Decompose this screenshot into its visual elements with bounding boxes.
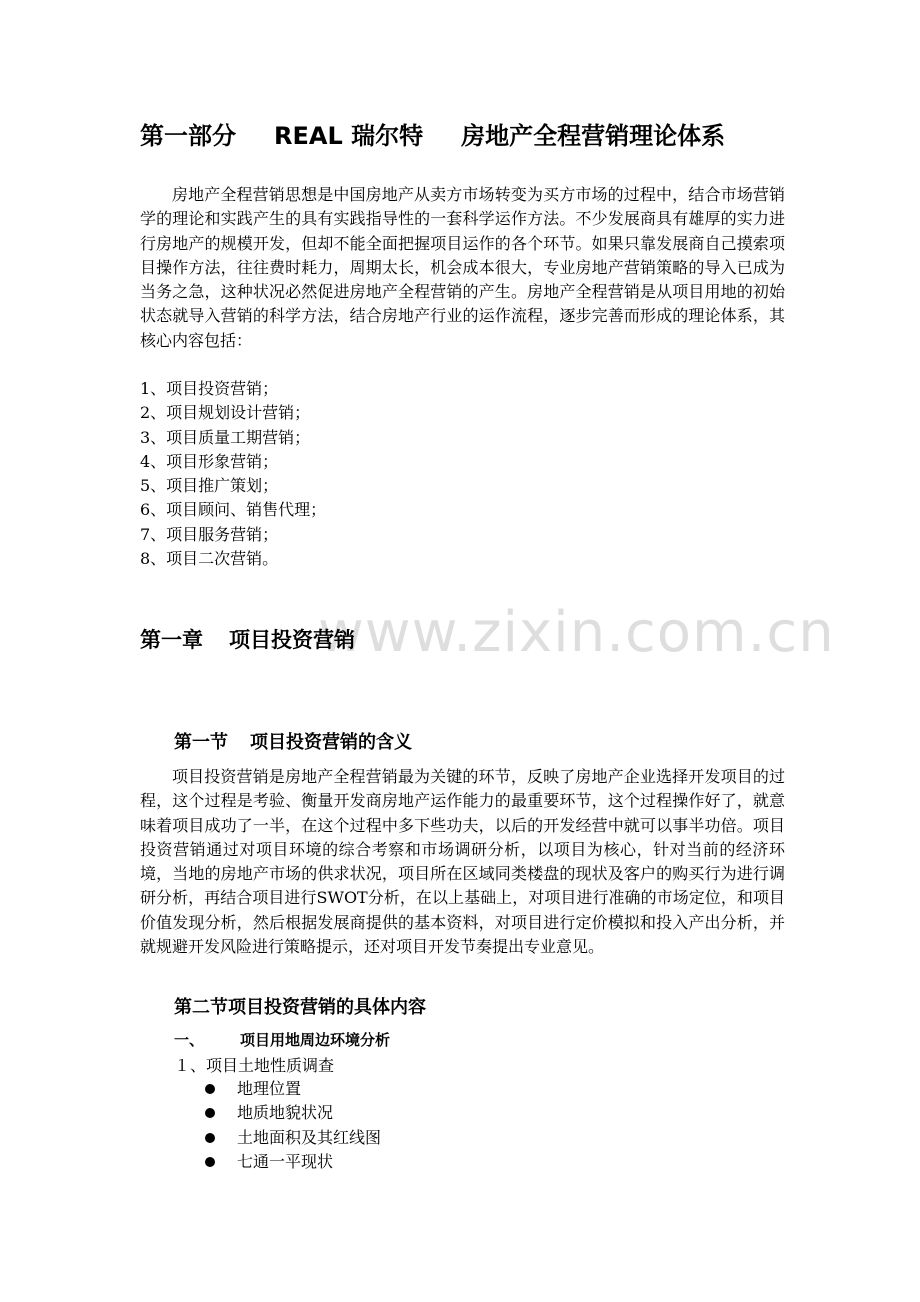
core-item: 6、项目顾问、销售代理； [140,500,327,520]
bullet-dot-icon [205,1157,215,1167]
bullet-dot-icon [205,1108,215,1118]
core-item: 4、项目形象营销； [140,451,279,471]
subsection-number: 一、 [174,1031,205,1049]
watermark: www.zixin.com.cn [318,600,835,665]
bullet-item [205,1101,381,1125]
section1-body: 项目投资营销是房地产全程营销最为关键的环节，反映了房地产企业选择开发项目的过程，这个过程是考验、衡量开发商房地产运作能力的最重要环节，这个过程操作好了，就意味着项目成功了一半，在这个过程中多下些功夫，以后的开发经营中就可以事半功倍。项目投资营销通过对项目环境的综合考察和市场调研分析，以项目为核心，针对当前的经济环境，当地的房地产市场的供求状况，项目所在区域同类楼盘的现状及客户的购买行为进行调研分析，再结合项目进行SWOT分析，在以上基础上，对项目进行准确的市场定位，和项目价值发现分析，然后根据发展商提供的基本资料，对项目进行定价模拟和投入产出分析，并就规避开发风险进行策略提示，还对项目开发节奏提出专业意见。 [140,767,785,957]
bullet-text: 地质地貌状况 [237,1103,334,1123]
part-label: 第一部分 [140,122,236,150]
core-item: 2、项目规划设计营销； [140,403,311,423]
core-item: 7、项目服务营销； [140,524,279,544]
bullet-text: 地理位置 [237,1079,302,1098]
chapter-heading [140,624,355,654]
bullet-item [205,1077,381,1101]
core-item: 8、项目二次营销。 [140,549,279,569]
core-item: 1、项目投资营销； [140,379,279,398]
bullet-text: 土地面积及其红线图 [237,1127,382,1147]
section1-heading [174,728,412,754]
core-items-list [140,377,326,571]
bullet-text: 七通一平现状 [237,1151,334,1171]
core-item: 3、项目质量工期营销； [140,427,311,447]
chapter-number: 第一章 [140,628,203,652]
item-land-survey: １、项目土地性质调查 [174,1056,335,1075]
bullet-dot-icon [205,1084,215,1094]
section1-number: 第一节 [174,732,228,753]
bullet-item [205,1126,381,1150]
chapter-title: 项目投资营销 [229,628,355,652]
part-title [140,120,725,152]
subsection-title: 项目用地周边环境分析 [240,1031,391,1049]
bullet-dot-icon [205,1133,215,1143]
bullet-item [205,1150,381,1174]
section1-title: 项目投资营销的含义 [250,732,412,753]
section2-heading: 第二节项目投资营销的具体内容 [174,997,426,1018]
intro-paragraph: 房地产全程营销思想是中国房地产从卖方市场转变为买方市场的过程中，结合市场营销学的理论和实践产生的具有实践指导性的一套科学运作方法。不少发展商具有雄厚的实力进行房地产的规模开发，但却不能全面把握项目运作的各个环节。如果只靠发展商自己摸索项目操作方法，往往费时耗力，周期太长，机会成本很大，专业房地产营销策略的导入已成为当务之急，这种状况必然促进房地产全程营销的产生。房地产全程营销是从项目用地的初始状态就导入营销的科学方法，结合房地产行业的运作流程，逐步完善而形成的理论体系，其核心内容包括： [140,185,785,350]
part-brand: REAL 瑞尔特 [274,122,424,150]
part-subject: 房地产全程营销理论体系 [461,122,726,150]
subsection-heading [174,1029,390,1050]
bullet-list [205,1077,381,1174]
core-item: 5、项目推广策划； [140,476,279,496]
